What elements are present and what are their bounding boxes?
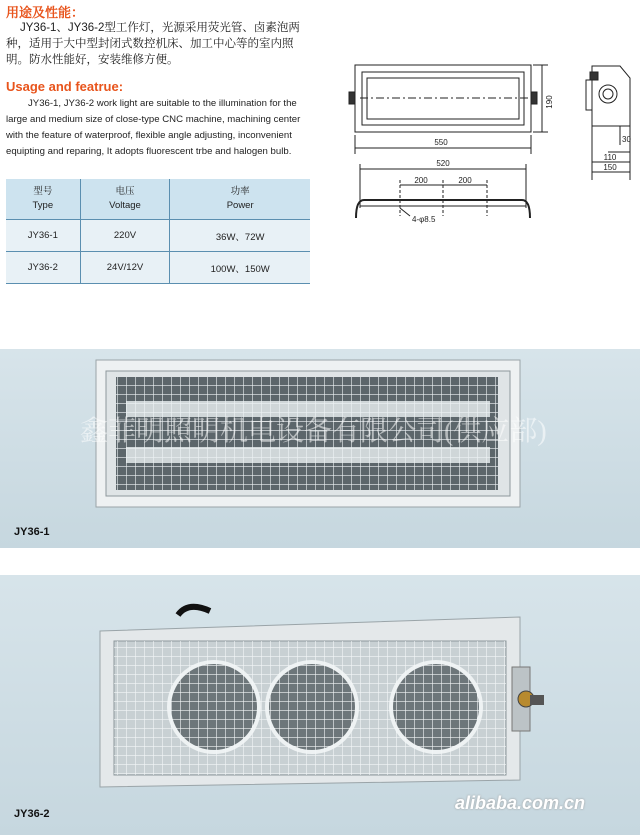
spec-table bbox=[6, 179, 310, 284]
dim-110: 110 bbox=[603, 153, 617, 162]
dim-200-left: 200 bbox=[414, 176, 428, 185]
dim-150: 150 bbox=[603, 163, 617, 172]
dim-550: 550 bbox=[434, 138, 448, 147]
usage-title-cn: 用途及性能： bbox=[6, 5, 85, 20]
watermark-text: 鑫菲明照明机电设备有限公司(供应部) bbox=[80, 416, 547, 447]
usage-body-en: JY36-1, JY36-2 work light are suitable to the illumination for the large and medium size of close-type CNC machine, machining center with the feature of waterproof, flexible angle adjusting, inconvenient equipting and reparing, It adopts fluorescent trbe and halogen bulb. bbox=[6, 98, 301, 157]
cell-type: JY36-1 bbox=[6, 220, 80, 252]
cell-power: 100W、150W bbox=[170, 252, 310, 284]
cell-type: JY36-2 bbox=[6, 252, 80, 284]
table-row bbox=[6, 220, 310, 252]
caption-jy36-1: JY36-1 bbox=[14, 526, 50, 538]
cell-voltage: 24V/12V bbox=[80, 252, 170, 284]
usage-title-en: Usage and featrue: bbox=[6, 79, 124, 94]
header-type: 型号 Type bbox=[6, 179, 80, 220]
dim-190: 190 bbox=[545, 95, 554, 109]
hole-spec: 4-φ8.5 bbox=[412, 215, 436, 224]
spec-table-header-row bbox=[6, 179, 310, 220]
usage-body-cn: JY36-1、JY36-2型工作灯，光源采用荧光管、卤素泡两种，适用于大中型封闭式数控机床、加工中心等的室内照明。防水性能好，安装维修方便。 bbox=[6, 22, 300, 66]
header-voltage: 电压 Voltage bbox=[80, 179, 170, 220]
table-row bbox=[6, 252, 310, 284]
site-watermark: alibaba.com.cn bbox=[455, 793, 586, 813]
header-power: 功率 Power bbox=[170, 179, 310, 220]
photo-jy36-1-panel bbox=[0, 349, 640, 548]
cell-power: 36W、72W bbox=[170, 220, 310, 252]
dim-200-right: 200 bbox=[458, 176, 472, 185]
dim-30: 30 bbox=[622, 135, 631, 144]
cell-voltage: 220V bbox=[80, 220, 170, 252]
dim-520: 520 bbox=[436, 159, 450, 168]
technical-drawing bbox=[330, 40, 640, 250]
caption-jy36-2: JY36-2 bbox=[14, 808, 50, 820]
photo-jy36-2-panel bbox=[0, 575, 640, 835]
